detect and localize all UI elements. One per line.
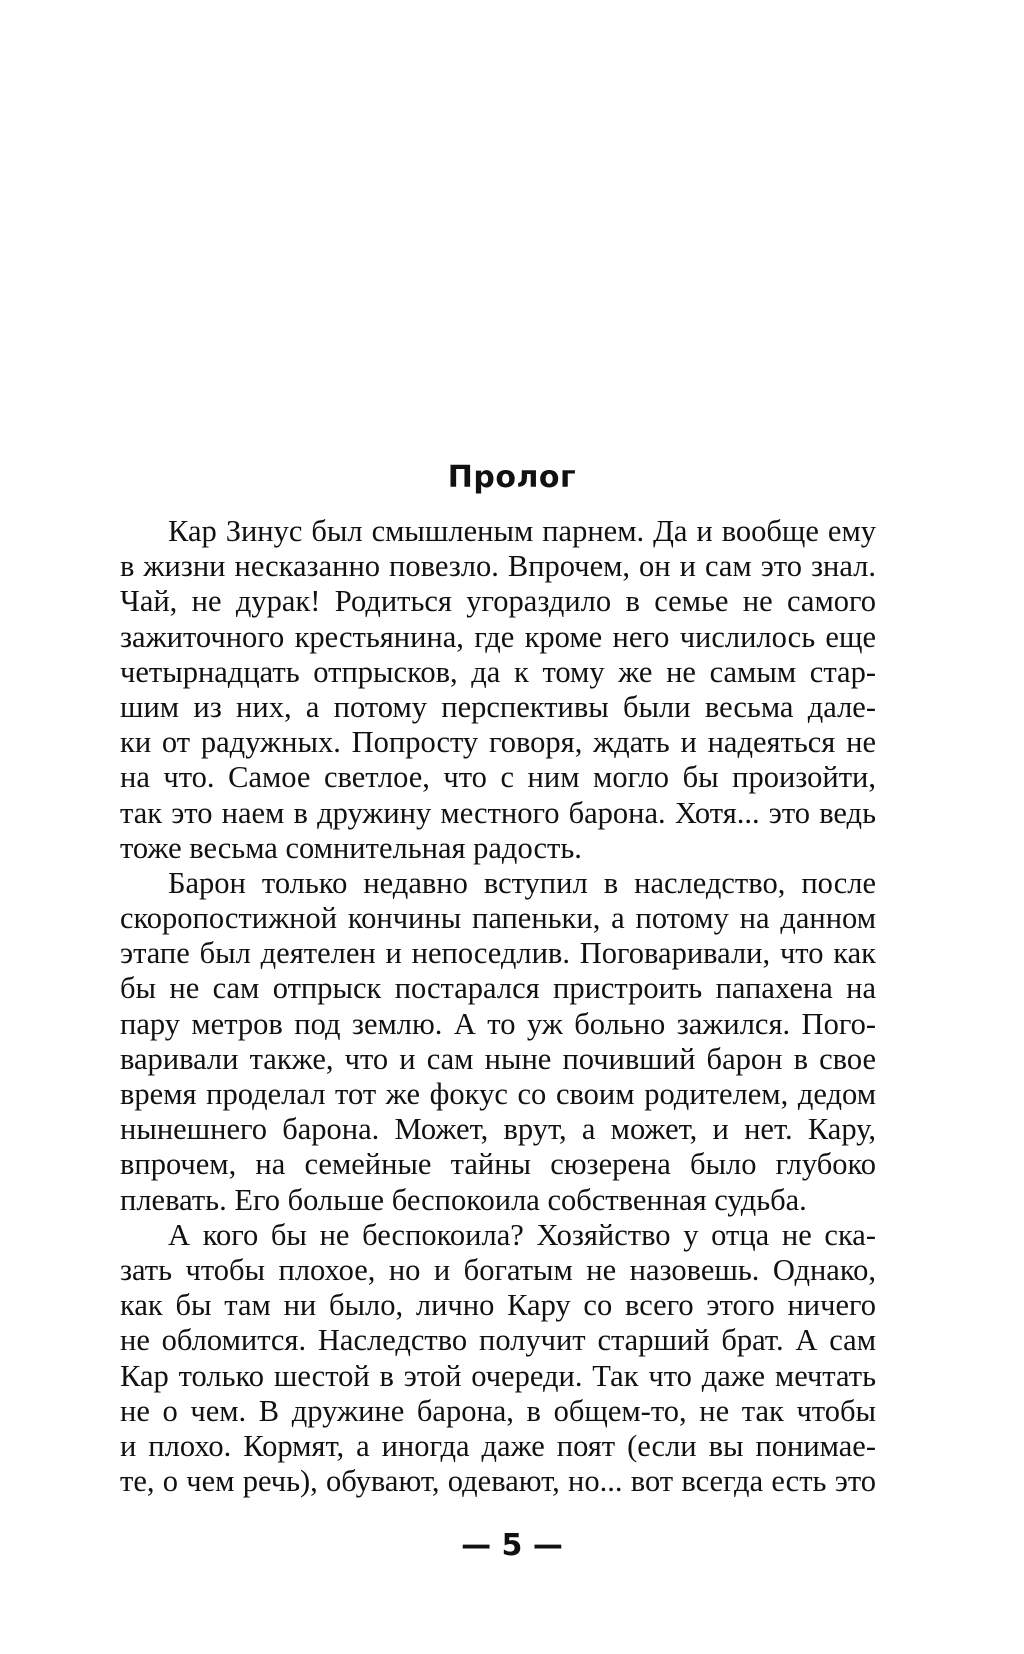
text-line: впрочем, на семейные тайны сюзерена было глубоко [120,1147,876,1182]
text-line: Барон только недавно вступил в наследство, после [168,865,876,900]
text-line: пару метров под землю. А то уж больно зажился. Пого- [120,1006,876,1041]
text-line: так это наем в дружину местного барона. Хотя... это ведь [120,795,876,830]
text-line: в жизни несказанно повезло. Впрочем, он и сам это знал. [120,549,876,584]
text-line: не о чем. В дружине барона, в общем-то, не так чтобы [120,1393,876,1428]
text-line: А кого бы не беспокоила? Хозяйство у отца не ска- [168,1217,876,1252]
text-line: варивали также, что и сам ныне почивший барон в свое [120,1041,876,1076]
text-line: зажиточного крестьянина, где кроме него числилось еще [120,619,876,654]
chapter-title: Пролог [447,460,577,495]
text-line: четырнадцать отпрысков, да к тому же не самым стар- [120,654,876,689]
text-line: Кар Зинус был смышленым парнем. Да и вообще ему [168,514,876,548]
text-line: и плохо. Кормят, а иногда даже поят (если вы понимае- [120,1428,876,1463]
page-number: — 5 — [461,1528,563,1563]
text-line: тоже весьма сомнительная радость. [120,830,582,865]
text-line: Чай, не дурак! Родиться угораздило в семье не самого [120,584,876,619]
text-line: бы не сам отпрыск постарался пристроить папахена на [120,971,876,1006]
text-line: скоропостижной кончины папеньки, а потому на данном [120,901,876,936]
text-line: Кар только шестой в этой очереди. Так что даже мечтать [120,1358,876,1393]
text-line: нынешнего барона. Может, врут, а может, и нет. Кару, [120,1112,876,1147]
text-line: не обломится. Наследство получит старший брат. А сам [120,1323,876,1358]
text-line: как бы там ни было, лично Кару со всего этого ничего [120,1288,876,1323]
text-line: зать чтобы плохое, но и богатым не назовешь. Однако, [120,1252,876,1287]
text-line: время проделал тот же фокус со своим родителем, дедом [120,1077,876,1111]
text-line: те, о чем речь), обувают, одевают, но... вот всегда есть это [120,1464,876,1499]
text-line: этапе был деятелен и непоседлив. Поговаривали, что как [120,936,876,971]
text-line: плевать. Его больше беспокоила собственная судьба. [120,1182,807,1217]
text-line: шим из них, а потому перспективы были весьма дале- [120,689,876,724]
text-line: ки от радужных. Попросту говоря, ждать и надеяться не [120,725,876,760]
text-line: на что. Самое светлое, что с ним могло бы произойти, [120,760,876,795]
body-text [120,514,876,1499]
